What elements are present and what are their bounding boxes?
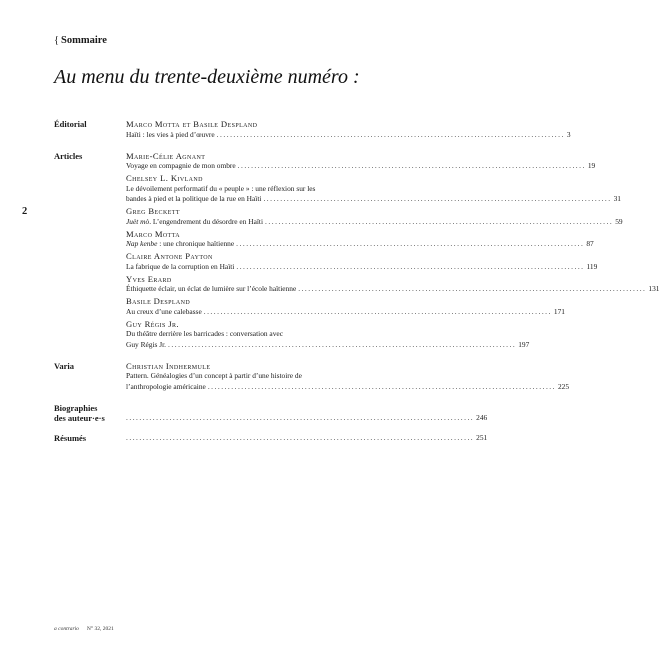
section-label: Varia [54,360,74,371]
toc-entry[interactable] [126,173,621,205]
toc-section-biographies[interactable] [54,402,488,424]
entry-author: Marco Motta et Basile Despland [126,119,258,129]
entry-title: Haïti : les vies à pied d’œuvre [126,129,215,139]
dot-leader: ........................................................................................................ [216,129,565,139]
entry-page: 251 [476,432,488,442]
entry-title: Voyage en compagnie de mon ombre [126,161,236,170]
brace-icon: { [54,35,60,46]
entry-title-italic: Juèt mò [126,216,150,226]
toc-entry[interactable] [126,296,565,317]
dot-leader: ........................................................................................................ [236,261,585,271]
section-label: Éditorial [54,119,87,129]
entry-author: Greg Beckett [126,206,180,216]
section-label: Biographies des auteur·e·s [54,402,105,423]
entry-title: Du théâtre derrière les barricades : conversation avec [126,329,283,338]
dot-leader: ........................................................................................................ [236,239,585,248]
entry-page: 171 [553,306,565,316]
toc-section-resumes[interactable] [54,432,488,444]
table-of-contents [54,119,659,452]
entry-page: 31 [613,194,621,203]
entry-author: Guy Régis Jr. [126,318,179,329]
entry-title-continued: l’anthropologie américaine [126,381,206,391]
entry-title: La fabrique de la corruption en Haïti [126,261,235,271]
entry-page: 19 [587,161,596,170]
entry-author: Claire Antone Payton [126,251,213,261]
dot-leader: ........................................................................................................ [263,194,612,203]
section-header [54,35,107,46]
entry-author: Marco Motta [126,228,181,239]
entry-title: Pattern. Généalogies d’un concept à partir d’une histoire de [126,371,302,380]
entry-page: 87 [586,239,594,248]
entry-page: 59 [615,216,623,226]
entry-title-continued: bandes à pied et la politique de la rue en Haïti [126,194,262,203]
toc-entry[interactable] [126,150,596,172]
toc-entry[interactable] [126,318,530,351]
entry-page: 119 [586,261,598,271]
toc-entry[interactable] [126,119,571,140]
journal-name: a contrario [54,626,79,632]
entry-title [126,217,263,228]
issue-number: N° 32, 2021 [86,626,114,632]
toc-entry[interactable] [126,228,594,250]
entry-page: 197 [518,339,530,349]
entry-page: 225 [557,381,570,391]
entry-page: 131 [648,284,659,293]
entry-title-rest: : une chronique haïtienne [157,239,235,248]
entry-title: Au creux d’une calebasse [126,306,202,316]
entry-author: Christian Indhermule [126,360,211,371]
page-footer [54,626,114,632]
dot-leader: ........................................................................................................ [126,432,475,442]
entry-title: Le dévoilement performatif du « peuple » : une réflexion sur les [126,183,316,193]
entry-page: 3 [566,129,571,139]
entry-author: Marie-Célie Agnant [126,150,206,161]
dot-leader: ........................................................................................................ [265,216,614,226]
dot-leader: ........................................................................................................ [207,381,556,391]
page-title: Au menu du trente-deuxième numéro : [54,66,360,88]
toc-entry[interactable] [126,206,623,227]
page-number: 2 [22,206,28,217]
toc-entry[interactable] [126,251,598,272]
entry-author: Yves Erard [126,273,172,284]
section-label: Résumés [54,432,87,443]
dot-leader: ........................................................................................................ [168,339,517,349]
entry-title-italic: Nap kenbe [126,239,158,248]
section-label: Articles [54,150,83,161]
toc-entry[interactable] [126,273,659,295]
dot-leader: ........................................................................................................ [298,284,647,293]
toc-section-articles [54,150,659,352]
entry-author: Basile Despland [126,296,191,306]
header-label: Sommaire [61,35,107,46]
entry-author: Chelsey L. Kivland [126,173,203,183]
entry-title-rest: . L’engendrement du désordre en Haïti [149,216,264,226]
entry-title: Éthiquette éclair, un éclat de lumière sur l’école haïtienne [126,284,297,293]
entry-title [126,239,234,250]
toc-section-varia [54,360,570,394]
toc-entry[interactable] [126,360,570,393]
entry-title-continued: Guy Régis Jr. [126,339,167,349]
toc-section-editorial [54,119,571,142]
dot-leader: ........................................................................................................ [203,306,552,316]
entry-page: 246 [476,413,488,422]
dot-leader: ........................................................................................................ [237,161,586,170]
dot-leader: ........................................................................................................ [126,413,475,422]
